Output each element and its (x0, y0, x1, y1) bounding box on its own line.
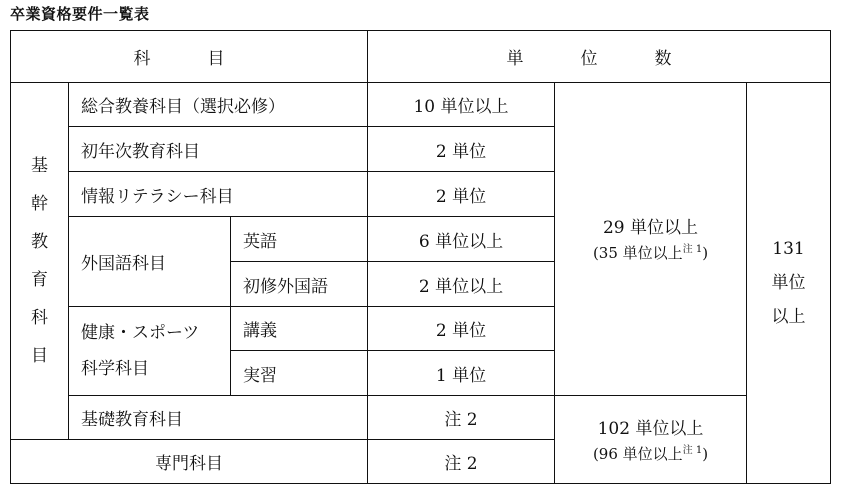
subject-beginner-foreign: 初修外国語 (231, 262, 368, 307)
graduation-requirements-table (10, 30, 831, 484)
subject-english: 英語 (231, 217, 368, 262)
subject-info: 情報リテラシー科目 (69, 172, 368, 217)
kikan-kyoiku-label (11, 83, 69, 440)
credits-english: 6 単位以上 (368, 217, 555, 262)
total-line1: 131 (772, 239, 805, 259)
credits-practice: 1 単位 (368, 351, 555, 396)
header-credits: 単 位 数 (368, 31, 831, 83)
kikan-char: 基 (31, 156, 48, 176)
total-line3: 以上 (771, 307, 806, 327)
subject-basic: 基礎教育科目 (69, 396, 368, 440)
subject-health-sports (69, 307, 231, 396)
credits-beginner-foreign: 2 単位以上 (368, 262, 555, 307)
subtotal-senmon-sub: (96 単位以上$^{注 1}$) (592, 444, 709, 463)
page-title: 卒業資格要件一覧表 (10, 5, 150, 23)
credits-basic: 注 2 (368, 396, 555, 440)
subject-general: 総合教養科目（選択必修） (69, 83, 368, 127)
subject-specialized: 専門科目 (11, 440, 368, 484)
credits-info: 2 単位 (368, 172, 555, 217)
subtotal-kikan (555, 83, 747, 396)
kikan-char: 目 (31, 346, 48, 366)
kikan-char: 科 (31, 308, 48, 328)
credits-general: 10 単位以上 (368, 83, 555, 127)
kikan-char: 育 (31, 270, 48, 290)
note-1-mark: 注 1 (682, 244, 703, 255)
subject-health-line1: 健康・スポーツ (81, 323, 200, 343)
kikan-char: 幹 (31, 194, 48, 214)
subtotal-senmon-main: 102 単位以上 (597, 418, 704, 439)
subtotal-kikan-main: 29 単位以上 (602, 218, 699, 238)
total-credits (747, 83, 831, 484)
subject-first-year: 初年次教育科目 (69, 127, 368, 172)
total-line2: 単位 (771, 273, 806, 293)
subtotal-senmon (555, 396, 747, 484)
subject-foreign: 外国語科目 (69, 217, 231, 307)
note-1-mark: 注 1 (682, 444, 703, 456)
credits-first-year: 2 単位 (368, 127, 555, 172)
subject-practice: 実習 (231, 351, 368, 396)
kikan-char: 教 (31, 232, 48, 252)
subtotal-kikan-sub: (35 単位以上$^{注 1}$) (592, 244, 709, 262)
header-subject: 科 目 (11, 31, 368, 83)
credits-specialized: 注 2 (368, 440, 555, 484)
subject-health-line2: 科学科目 (81, 359, 149, 379)
table-header-row (11, 31, 831, 83)
credits-lecture: 2 単位 (368, 307, 555, 351)
subject-lecture: 講義 (231, 307, 368, 351)
table-row (11, 396, 831, 440)
table-row (11, 83, 831, 127)
